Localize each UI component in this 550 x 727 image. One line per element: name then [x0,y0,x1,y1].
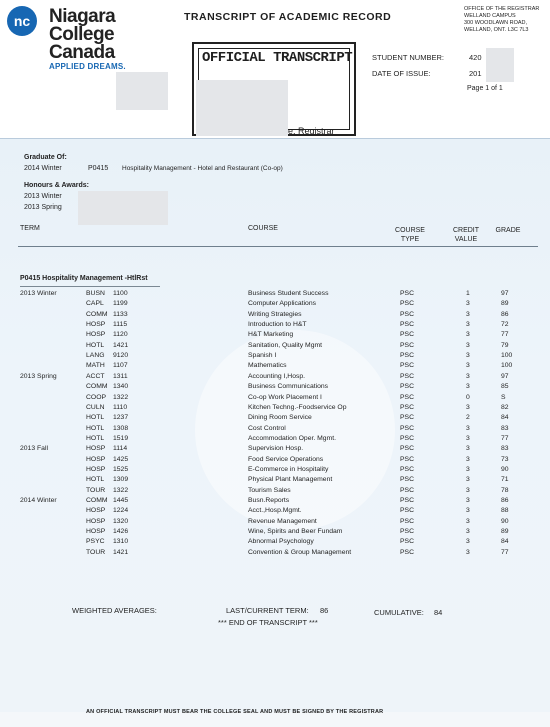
course-type: PSC [400,424,414,432]
course-grade: 84 [501,414,509,422]
course-type: PSC [400,310,414,318]
course-number: 1426 [113,528,129,536]
course-grade: 85 [501,383,509,391]
course-grade: 83 [501,424,509,432]
course-type: PSC [400,393,414,401]
course-row [0,506,550,516]
honours-entry: 2013 Spring [24,204,62,211]
column-course-type-line: COURSE [395,227,425,234]
course-grade: 97 [501,372,509,380]
course-title: Acct.,Hosp.Mgmt. [248,507,302,515]
course-subject: HOTL [86,414,105,422]
course-number: 1308 [113,424,129,432]
last-term-value: 86 [320,606,329,615]
course-subject: HOSP [86,321,106,329]
course-credit: 0 [466,393,470,401]
course-grade: 89 [501,528,509,536]
course-number: 1115 [113,321,128,329]
header-divider [18,246,538,247]
course-subject: PSYC [86,538,105,546]
weighted-averages-label: WEIGHTED AVERAGES: [72,606,157,615]
course-subject: MATH [86,362,105,370]
course-subject: HOTL [86,341,105,349]
course-title: Tourism Sales [248,486,291,494]
course-credit: 3 [466,352,470,360]
course-number: 1114 [113,445,128,453]
course-type: PSC [400,476,414,484]
column-grade: GRADE [495,227,521,234]
course-row [0,496,550,506]
course-row [0,517,550,527]
course-credit: 1 [466,290,470,297]
course-grade: 100 [501,362,513,370]
course-row [0,351,550,361]
course-credit: 3 [466,455,470,463]
redacted-honours [78,191,168,225]
course-number: 1107 [113,362,128,370]
course-subject: CAPL [86,300,104,308]
column-credit-value-line: CREDIT [452,227,480,234]
course-credit: 3 [466,548,470,556]
logo-line-3: Canada [49,42,115,63]
graduate-label: Graduate Of: [24,154,67,161]
course-number: 1322 [113,393,129,401]
course-subject: HOSP [86,455,106,463]
redacted-signature [196,80,288,136]
course-subject: TOUR [86,548,106,556]
course-credit: 2 [466,414,470,422]
registrar-address [464,6,539,34]
course-subject: BUSN [86,290,105,297]
course-grade: 82 [501,403,509,411]
cumulative-label: CUMULATIVE: [374,608,424,617]
course-type: PSC [400,434,414,442]
course-row [0,372,550,382]
logo-line-2: College [49,24,115,45]
course-grade: S [501,393,506,401]
course-credit: 3 [466,331,470,339]
course-title: Dining Room Service [248,414,312,422]
page-indicator: Page 1 of 1 [467,85,503,92]
program-heading-underline [20,286,160,287]
course-title: Convention & Group Management [248,548,352,556]
course-type: PSC [400,290,414,297]
course-grade: 73 [501,455,509,463]
course-title: Mathematics [248,362,287,370]
column-term: TERM [20,225,40,232]
course-row [0,475,550,485]
course-number: 1310 [113,538,129,546]
course-title: Introduction to H&T [248,321,307,329]
course-title: Physical Plant Management [248,476,333,484]
course-title: Abnormal Psychology [248,538,314,546]
course-row [0,382,550,392]
course-subject: HOSP [86,445,106,453]
course-credit: 3 [466,445,470,453]
course-type: PSC [400,331,414,339]
address-line: WELLAND, ONT. L3C 7L3 [464,27,529,33]
course-grade: 90 [501,517,509,525]
course-title: Co-op Work Placement I [248,393,322,401]
course-grade: 72 [501,321,509,329]
course-title: Busn.Reports [248,497,290,504]
course-title: Business Student Success [248,290,329,297]
course-subject: COMM [86,310,108,318]
course-credit: 3 [466,310,470,318]
course-credit: 3 [466,528,470,536]
college-logo-badge: nc [7,6,37,36]
course-credit: 3 [466,507,470,515]
course-grade: 77 [501,331,509,339]
course-credit: 3 [466,486,470,494]
course-subject: TOUR [86,486,106,494]
course-term: 2013 Spring [20,372,57,380]
course-title: Spanish I [248,352,277,360]
course-title: H&T Marketing [248,331,294,339]
address-line: WELLAND CAMPUS [464,13,516,19]
column-credit-value [444,226,488,244]
course-grade: 83 [501,445,509,453]
cumulative-value: 84 [434,608,443,617]
course-subject: COOP [86,393,107,401]
course-number: 1445 [113,497,129,504]
column-course: COURSE [248,225,278,232]
course-row [0,320,550,330]
address-line: OFFICE OF THE REGISTRAR [464,6,540,12]
course-credit: 3 [466,476,470,484]
course-number: 9120 [113,352,129,360]
course-grade: 78 [501,486,509,494]
course-title: Revenue Management [248,517,317,525]
course-number: 1425 [113,455,129,463]
course-title: Computer Applications [248,300,317,308]
course-title: E-Commerce in Hospitality [248,465,329,473]
course-grade: 89 [501,300,509,308]
graduate-program-name: Hospitality Management - Hotel and Restaurant (Co-op) [122,165,283,172]
course-number: 1237 [113,414,129,422]
column-course-type [388,226,432,244]
course-subject: HOTL [86,434,105,442]
course-term: 2013 Fall [20,445,48,453]
course-type: PSC [400,300,414,308]
course-title: Food Service Operations [248,455,324,463]
course-number: 1525 [113,465,129,473]
course-title: Sanitation, Quality Mgmt [248,341,323,349]
course-row [0,527,550,537]
seal-notice: AN OFFICIAL TRANSCRIPT MUST BEAR THE COLLEGE SEAL AND MUST BE SIGNED BY THE REGISTRAR [86,709,384,715]
course-row [0,330,550,340]
course-type: PSC [400,383,414,391]
course-number: 1421 [113,341,129,349]
course-subject: LANG [86,352,105,360]
course-credit: 3 [466,383,470,391]
course-row [0,310,550,320]
graduate-term: 2014 Winter [24,165,62,172]
course-subject: HOTL [86,476,105,484]
course-title: Wine, Spirits and Beer Fundam [248,528,343,536]
end-of-transcript: *** END OF TRANSCRIPT *** [218,618,318,627]
course-number: 1311 [113,372,128,380]
last-term-label: LAST/CURRENT TERM: [226,606,309,615]
course-type: PSC [400,445,414,453]
logo-tagline: APPLIED DREAMS. [49,62,126,71]
course-row [0,444,550,454]
address-line: 300 WOODLAWN ROAD, [464,20,528,26]
course-type: PSC [400,486,414,494]
course-subject: HOSP [86,528,106,536]
course-number: 1421 [113,548,129,556]
course-type: PSC [400,372,414,380]
course-number: 1340 [113,383,129,391]
course-credit: 3 [466,497,470,504]
course-row [0,403,550,413]
course-row [0,465,550,475]
course-grade: 77 [501,548,509,556]
course-grade: 77 [501,434,509,442]
course-number: 1322 [113,486,129,494]
course-title: Cost Control [248,424,286,432]
student-number-label: STUDENT NUMBER: [372,53,444,62]
course-title: Accounting I,Hosp. [248,372,306,380]
course-type: PSC [400,548,414,556]
course-credit: 3 [466,372,470,380]
course-grade: 84 [501,538,509,546]
course-number: 1199 [113,300,128,308]
course-number: 1309 [113,476,129,484]
course-subject: ACCT [86,372,105,380]
course-row [0,289,550,299]
course-title: Kitchen Techng.-Foodservice Op [248,403,347,411]
course-subject: HOTL [86,424,105,432]
document-title: TRANSCRIPT OF ACADEMIC RECORD [184,11,392,23]
course-credit: 3 [466,465,470,473]
course-credit: 3 [466,424,470,432]
course-row [0,486,550,496]
stamp-text: OFFICIAL TRANSCRIPT [202,50,353,66]
course-type: PSC [400,538,414,546]
logo-line-1: Niagara [49,6,116,27]
course-type: PSC [400,414,414,422]
course-number: 1100 [113,290,128,297]
course-type: PSC [400,507,414,515]
course-credit: 3 [466,300,470,308]
course-type: PSC [400,528,414,536]
course-grade: 88 [501,507,509,515]
registrar-signature-label: e, Registrar [288,126,335,136]
course-credit: 3 [466,321,470,329]
course-title: Business Communications [248,383,329,391]
course-title: Supervision Hosp. [248,445,304,453]
course-credit: 3 [466,403,470,411]
course-subject: HOSP [86,465,106,473]
course-number: 1320 [113,517,129,525]
honours-label: Honours & Awards: [24,182,89,189]
student-number-value: 420 [469,53,482,62]
course-subject: HOSP [86,331,106,339]
course-term: 2013 Winter [20,290,57,297]
course-row [0,537,550,547]
course-row [0,548,550,558]
course-number: 1224 [113,507,129,515]
course-subject: COMM [86,383,108,391]
course-title: Writing Strategies [248,310,302,318]
date-of-issue-label: DATE OF ISSUE: [372,69,431,78]
course-type: PSC [400,497,414,504]
graduate-program-code: P0415 [88,165,109,172]
course-subject: COMM [86,497,108,504]
course-type: PSC [400,352,414,360]
course-row [0,341,550,351]
course-subject: CULN [86,403,105,411]
course-number: 1110 [113,403,128,411]
course-row [0,299,550,309]
course-type: PSC [400,455,414,463]
redacted-student-info [486,48,514,82]
course-term: 2014 Winter [20,497,57,504]
course-grade: 97 [501,290,509,297]
course-type: PSC [400,321,414,329]
course-credit: 3 [466,434,470,442]
course-title: Accommodation Oper. Mgmt. [248,434,337,442]
course-grade: 71 [501,476,509,484]
redacted-name [116,72,168,110]
course-grade: 86 [501,497,509,504]
course-number: 1519 [113,434,129,442]
course-credit: 3 [466,517,470,525]
course-type: PSC [400,465,414,473]
course-grade: 79 [501,341,509,349]
course-type: PSC [400,341,414,349]
course-grade: 86 [501,310,509,318]
column-course-type-line: TYPE [400,236,420,243]
course-row [0,434,550,444]
course-row [0,361,550,371]
course-type: PSC [400,362,414,370]
date-of-issue-value: 201 [469,69,482,78]
course-row [0,393,550,403]
honours-entry: 2013 Winter [24,193,62,200]
course-number: 1120 [113,331,128,339]
course-number: 1133 [113,310,128,318]
program-heading: P0415 Hospitality Management -HtlRst [20,275,148,282]
course-type: PSC [400,403,414,411]
course-row [0,455,550,465]
course-credit: 3 [466,362,470,370]
course-row [0,424,550,434]
course-grade: 90 [501,465,509,473]
course-subject: HOSP [86,507,106,515]
column-credit-value-line: VALUE [454,236,478,243]
course-type: PSC [400,517,414,525]
course-credit: 3 [466,538,470,546]
course-row [0,413,550,423]
course-credit: 3 [466,341,470,349]
course-subject: HOSP [86,517,106,525]
course-grade: 100 [501,352,513,360]
